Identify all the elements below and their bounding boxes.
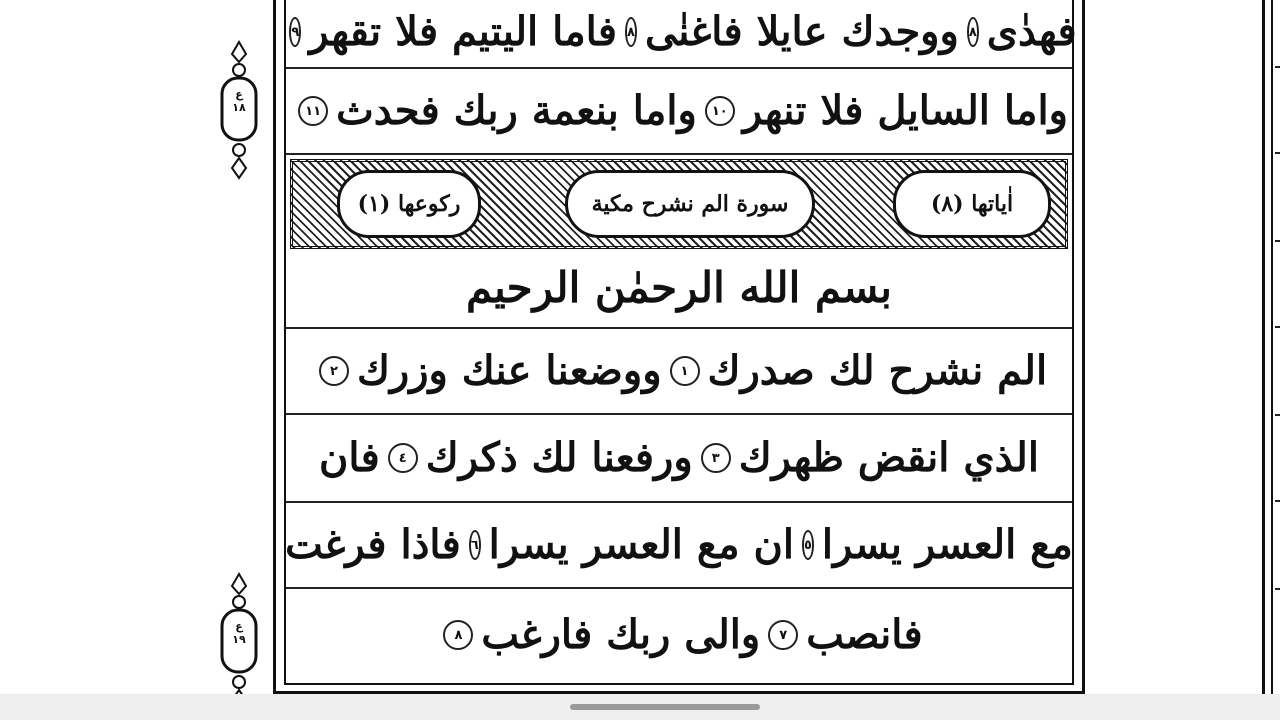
line-divider: [1275, 240, 1280, 242]
verse-text: ووضعنا عنك وزرك: [356, 347, 662, 394]
ayah-number-marker: ٦: [469, 530, 481, 560]
bottom-bar: [0, 694, 1280, 720]
surah-header: [290, 159, 1068, 249]
verse-text: فان: [319, 434, 380, 481]
verse-text: فاذا فرغت: [285, 521, 461, 568]
verse-text: واما السايل فلا تنهر: [742, 87, 1068, 134]
ayah-number-marker: ٨: [625, 17, 637, 47]
ayah-number-marker: ٤: [388, 443, 418, 473]
ayah-number-marker: ١: [670, 356, 700, 386]
ayah-number-marker: ١٠: [705, 96, 735, 126]
verse-line-6: [286, 589, 1072, 681]
verse-text: فهدٰی: [986, 8, 1077, 55]
ruku-marker-2: [218, 572, 260, 712]
home-indicator[interactable]: [570, 704, 760, 710]
verse-text: الذي انقض ظهرك: [738, 434, 1039, 481]
ayat-count: اٰياتها (٨): [893, 170, 1051, 238]
line-divider: [1275, 66, 1280, 68]
ayah-number-marker: ١١: [298, 96, 328, 126]
ayah-number-marker: ٩: [289, 17, 301, 47]
bismillah: بسم الله الرحمٰن الرحيم: [286, 247, 1072, 329]
verse-text: ان مع العسر يسرا: [488, 521, 794, 568]
verse-text: ووجدك عايلا فاغنٰی: [644, 8, 959, 55]
line-divider: [1275, 500, 1280, 502]
ruku-marker-label: ع ١٨: [232, 88, 246, 115]
verse-line-4: [286, 415, 1072, 503]
verse-text: مع العسر يسرا: [821, 521, 1073, 568]
line-divider: [1275, 152, 1280, 154]
verse-line-2: [286, 69, 1072, 155]
verse-line-1: [286, 0, 1077, 69]
ayah-number-marker: ٧: [768, 620, 798, 650]
ayah-number-marker: ٥: [802, 530, 814, 560]
verse-text: ورفعنا لك ذكرك: [425, 434, 693, 481]
surah-title: سورة الم نشرح مكية: [565, 170, 815, 238]
ayah-number-marker: ٣: [701, 443, 731, 473]
next-page-inner-border: [1271, 0, 1273, 694]
line-divider: [1275, 588, 1280, 590]
verse-text: واما بنعمة ربك فحدث: [336, 87, 697, 134]
ayah-number-marker: ٨: [967, 17, 979, 47]
verse-text: فاما اليتيم فلا تقهر: [309, 8, 617, 55]
ayah-number-marker: ٢: [319, 356, 349, 386]
line-divider: [1275, 326, 1280, 328]
page-inner-frame: [284, 0, 1077, 685]
ruku-count: ركوعها (١): [337, 170, 481, 238]
verse-text: الم نشرح لك صدرك: [707, 347, 1048, 394]
quran-page: [273, 0, 1085, 694]
verse-line-3: [286, 329, 1072, 415]
next-page-edge[interactable]: [1262, 0, 1280, 694]
verse-line-5: [286, 503, 1072, 589]
ruku-marker-label: ع ١٩: [232, 620, 246, 647]
ruku-marker-1: [218, 40, 260, 180]
verse-text: فانصب: [806, 611, 923, 658]
verse-text: والى ربك فارغب: [481, 611, 761, 658]
line-divider: [1275, 414, 1280, 416]
ayah-number-marker: ٨: [443, 620, 473, 650]
